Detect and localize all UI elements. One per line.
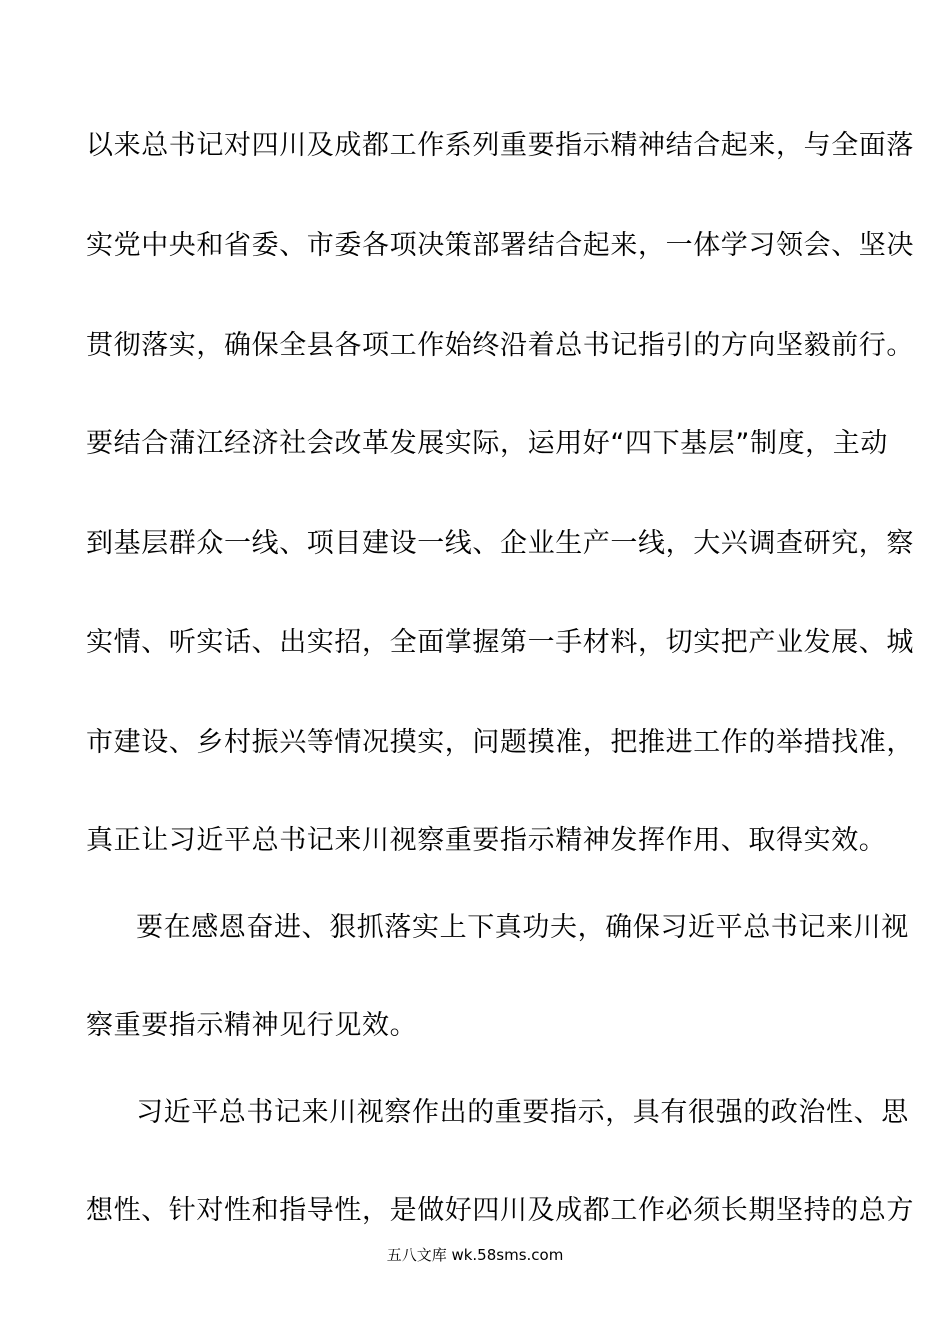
paragraph-line: 实情、听实话、出实招，全面掌握第一手材料，切实把产业发展、城	[86, 627, 914, 658]
paragraph-line: 要在感恩奋进、狠抓落实上下真功夫，确保习近平总书记来川视	[136, 912, 909, 943]
paragraph-line: 以来总书记对四川及成都工作系列重要指示精神结合起来，与全面落	[86, 130, 914, 161]
paragraph-line: 贯彻落实，确保全县各项工作始终沿着总书记指引的方向坚毅前行。	[86, 330, 914, 361]
paragraph-line: 习近平总书记来川视察作出的重要指示，具有很强的政治性、思	[136, 1097, 909, 1128]
paragraph-line: 要结合蒲江经济社会改革发展实际，运用好“四下基层”制度，主动	[86, 428, 888, 459]
paragraph-line: 察重要指示精神见行见效。	[86, 1010, 418, 1041]
paragraph-line: 真正让习近平总书记来川视察重要指示精神发挥作用、取得实效。	[86, 825, 887, 856]
footer-watermark: 五八文库 wk.58sms.com	[386, 1246, 564, 1264]
paragraph-line: 市建设、乡村振兴等情况摸实，问题摸准，把推进工作的举措找准，	[86, 727, 914, 758]
paragraph-line: 到基层群众一线、项目建设一线、企业生产一线，大兴调查研究，察	[86, 528, 914, 559]
paragraph-line: 实党中央和省委、市委各项决策部署结合起来，一体学习领会、坚决	[86, 230, 914, 261]
paragraph-line: 想性、针对性和指导性，是做好四川及成都工作必须长期坚持的总方	[86, 1195, 914, 1226]
